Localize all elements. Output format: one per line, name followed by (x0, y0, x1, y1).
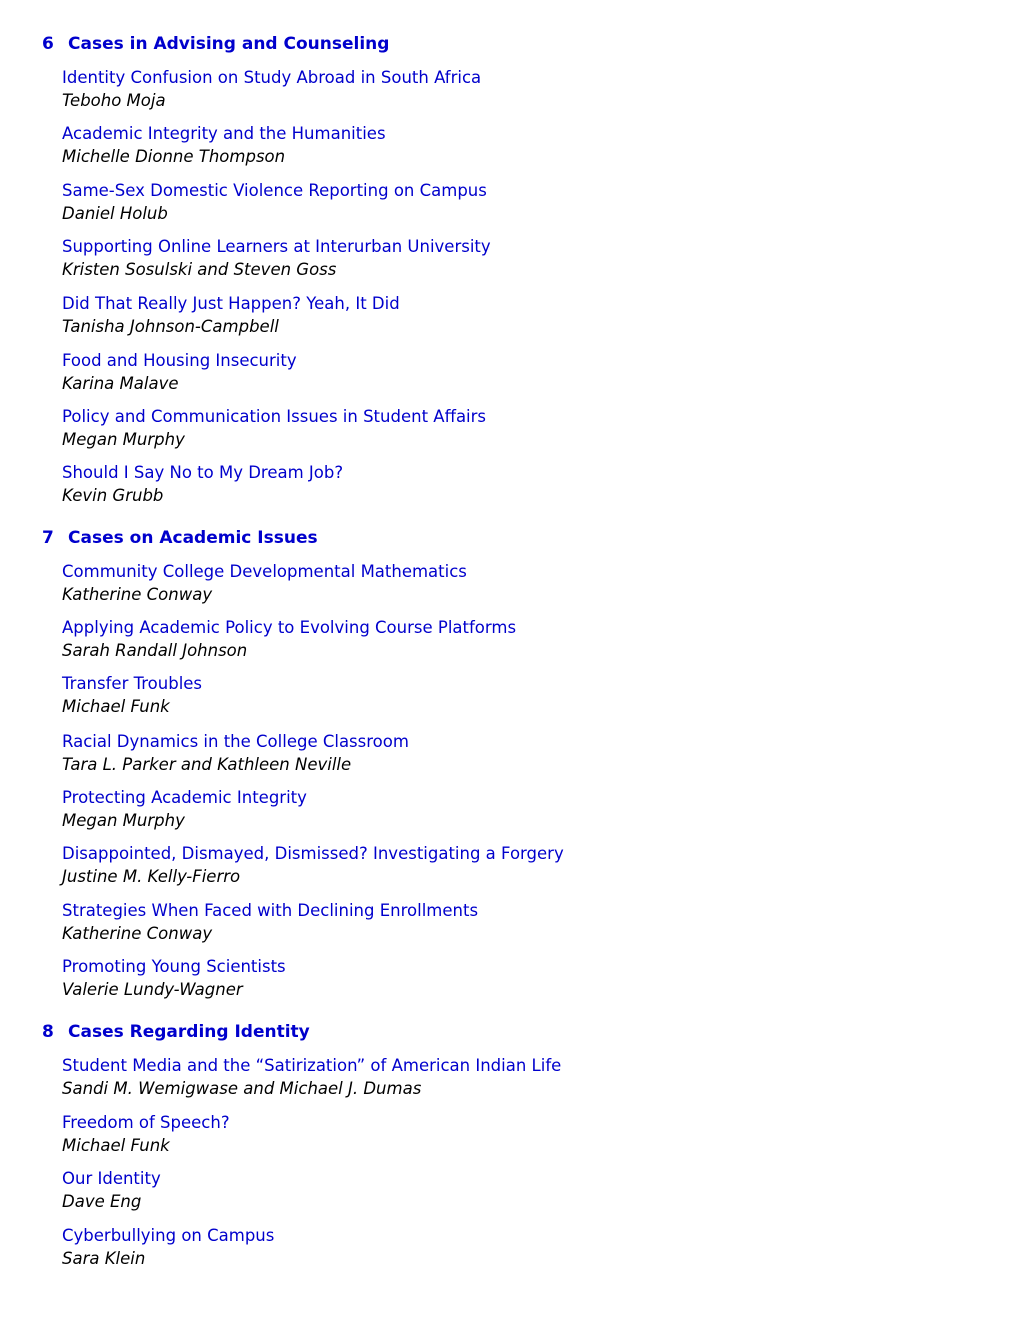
entry-author: Kristen Sosulski and Steven Goss (62, 260, 337, 279)
entry-title-link[interactable]: Identity Confusion on Study Abroad in South Africa (62, 68, 482, 87)
entry-author: Tara L. Parker and Kathleen Neville (62, 755, 352, 774)
toc-entry (62, 617, 516, 663)
entry-author: Tanisha Johnson-Campbell (62, 317, 279, 336)
toc-entry (62, 956, 286, 1002)
toc-entry (62, 561, 467, 607)
entry-title-link[interactable]: Food and Housing Insecurity (62, 351, 297, 370)
toc-entry (62, 1225, 274, 1271)
entry-title-link[interactable]: Strategies When Faced with Declining Enrollments (62, 901, 479, 920)
toc-entry (62, 673, 202, 719)
chapter-title: Cases in Advising and Counseling (68, 34, 390, 54)
entry-title-link[interactable]: Academic Integrity and the Humanities (62, 124, 386, 143)
entry-author: Megan Murphy (62, 811, 185, 830)
toc-entry (62, 462, 343, 508)
entry-author: Valerie Lundy-Wagner (62, 980, 243, 999)
chapter-heading-6[interactable] (42, 34, 389, 54)
entry-title-link[interactable]: Freedom of Speech? (62, 1113, 230, 1132)
toc-entry (62, 787, 307, 833)
entry-title-link[interactable]: Protecting Academic Integrity (62, 788, 307, 807)
toc-entry (62, 236, 491, 282)
entry-author: Dave Eng (62, 1192, 142, 1211)
entry-title-link[interactable]: Supporting Online Learners at Interurban University (62, 237, 491, 256)
entry-author: Karina Malave (62, 374, 179, 393)
chapter-number: 7 (42, 528, 54, 548)
entry-title-link[interactable]: Same-Sex Domestic Violence Reporting on Campus (62, 181, 487, 200)
entry-author: Justine M. Kelly-Fierro (62, 867, 241, 886)
entry-title-link[interactable]: Transfer Troubles (62, 674, 203, 693)
chapter-number: 8 (42, 1022, 54, 1042)
toc-entry (62, 731, 409, 777)
entry-title-link[interactable]: Cyberbullying on Campus (62, 1226, 275, 1245)
toc-entry (62, 180, 487, 226)
entry-title-link[interactable]: Policy and Communication Issues in Student Affairs (62, 407, 487, 426)
toc-entry (62, 293, 400, 339)
entry-author: Katherine Conway (62, 585, 213, 604)
toc-entry (62, 67, 481, 113)
entry-author: Katherine Conway (62, 924, 213, 943)
entry-title-link[interactable]: Student Media and the “Satirization” of American Indian Life (62, 1056, 562, 1075)
chapter-title: Cases on Academic Issues (68, 528, 318, 548)
toc-entry (62, 900, 478, 946)
chapter-heading-7[interactable] (42, 528, 318, 548)
toc-entry (62, 1112, 230, 1158)
entry-title-link[interactable]: Our Identity (62, 1169, 161, 1188)
entry-title-link[interactable]: Promoting Young Scientists (62, 957, 286, 976)
entry-author: Sara Klein (62, 1249, 146, 1268)
toc-entry (62, 1055, 561, 1101)
entry-author: Megan Murphy (62, 430, 185, 449)
chapter-heading-8[interactable] (42, 1022, 310, 1042)
entry-title-link[interactable]: Did That Really Just Happen? Yeah, It Did (62, 294, 400, 313)
toc-entry (62, 843, 564, 889)
entry-author: Michael Funk (62, 1136, 170, 1155)
toc-entry (62, 350, 297, 396)
entry-title-link[interactable]: Community College Developmental Mathematics (62, 562, 467, 581)
entry-title-link[interactable]: Applying Academic Policy to Evolving Course Platforms (62, 618, 517, 637)
chapter-title: Cases Regarding Identity (68, 1022, 310, 1042)
entry-author: Teboho Moja (62, 91, 166, 110)
toc-entry (62, 123, 386, 169)
entry-author: Kevin Grubb (62, 486, 164, 505)
entry-title-link[interactable]: Should I Say No to My Dream Job? (62, 463, 344, 482)
entry-title-link[interactable]: Racial Dynamics in the College Classroom (62, 732, 409, 751)
toc-entry (62, 1168, 161, 1214)
chapter-number: 6 (42, 34, 54, 54)
entry-author: Sarah Randall Johnson (62, 641, 248, 660)
entry-author: Daniel Holub (62, 204, 168, 223)
entry-author: Michael Funk (62, 697, 170, 716)
entry-title-link[interactable]: Disappointed, Dismayed, Dismissed? Investigating a Forgery (62, 844, 564, 863)
entry-author: Sandi M. Wemigwase and Michael J. Dumas (62, 1079, 422, 1098)
toc-entry (62, 406, 486, 452)
entry-author: Michelle Dionne Thompson (62, 147, 286, 166)
